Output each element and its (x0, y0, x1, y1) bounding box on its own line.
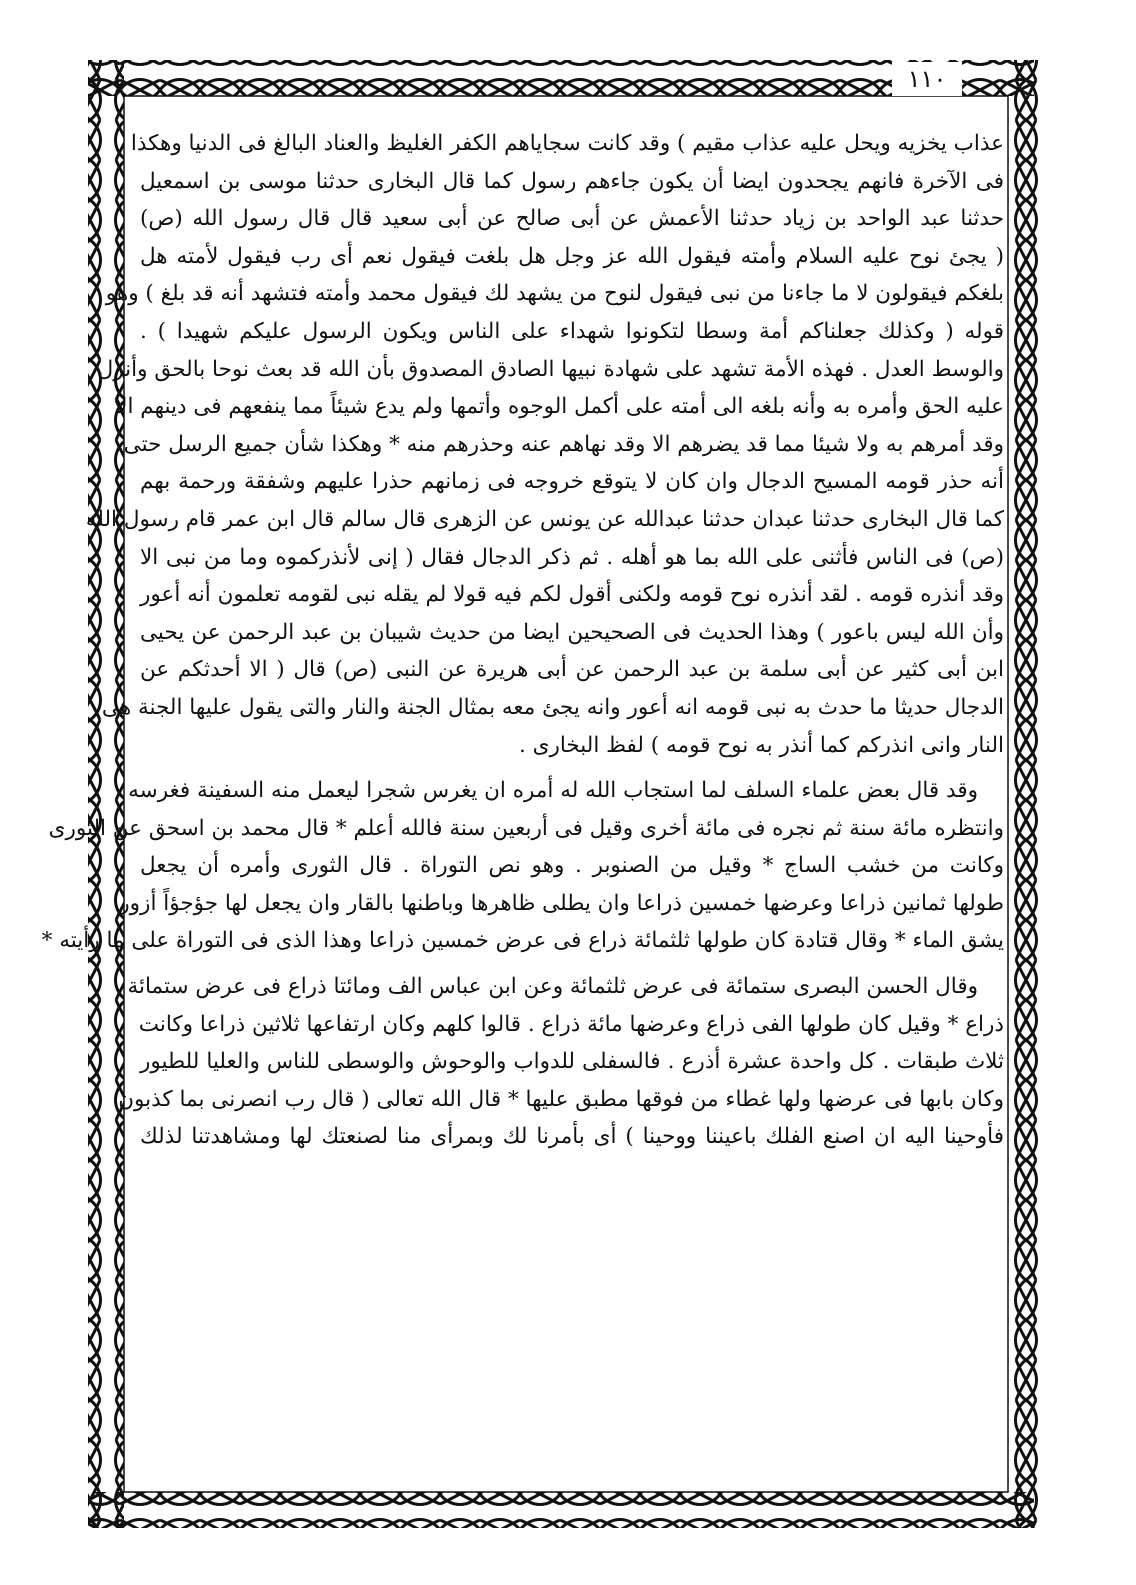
text-line: وكان بابها فى عرضها ولها غطاء من فوقها مطبق عليها * قال الله تعالى ( قال رب انصرنى بما كذبون (118, 1086, 1004, 1112)
text-line: فأوحينا اليه ان اصنع الفلك باعيننا ووحينا ) أى بأمرنا لك وبمرأى منا لصنعتك لها ومشاهدتنا لذلك (140, 1124, 1004, 1150)
text-line: ( يجئ نوح عليه السلام وأمته فيقول الله عز وجل هل بلغت فيقول نعم أى رب فيقول لأمته هل (140, 243, 1004, 269)
text-line: يشق الماء * وقال قتادة كان طولها ثلثمائة ذراع فى عرض خمسين ذراعا وهذا الذى فى التوراة على ما رأيته * (41, 928, 1004, 954)
text-line: حدثنا عبد الواحد بن زياد حدثنا الأعمش عن أبى صالح عن أبى سعيد قال قال رسول الله (ص) (140, 206, 1004, 232)
text-line: وأن الله ليس باعور ) وهذا الحديث فى الصحيحين ايضا من حديث شيبان بن عبد الرحمن عن يحيى (140, 619, 1004, 645)
text-line: قوله ( وكذلك جعلناكم أمة وسطا لتكونوا شهداء على الناس ويكون الرسول عليكم شهيدا ) . (140, 318, 1004, 344)
body-text (41, 125, 1004, 1495)
text-line: وقد أمرهم به ولا شيئا مما قد يضرهم الا وقد نهاهم عنه وحذرهم منه * وهكذا شأن جميع الرسل حتى (123, 431, 1004, 457)
text-line: وقد أنذره قومه . لقد أنذره نوح قومه ولكنى أقول لكم فيه قولا لم يقله نبى لقومه تعلمون أنه أعور (140, 582, 1004, 608)
page-number: ١١٠ (892, 62, 962, 96)
text-line: عذاب يخزيه ويحل عليه عذاب مقيم ) وقد كانت سجاياهم الكفر الغليظ والعناد البالغ فى الدنيا وهكذا (130, 131, 1004, 156)
text-line: كما قال البخارى حدثنا عبدان حدثنا عبدالله عن يونس عن الزهرى قال سالم قال ابن عمر قام رسول الله (85, 506, 1004, 532)
text-line: وقال الحسن البصرى ستمائة فى عرض ثلثمائة وعن ابن عباس الف ومائتا ذراع فى عرض ستمائة (127, 974, 978, 1000)
text-line: وكانت من خشب الساج * وقيل من الصنوبر . وهو نص التوراة . قال الثورى وأمره أن يجعل (140, 853, 1004, 879)
text-line: ذراع * وقيل كان طولها الفى ذراع وعرضها مائة ذراع . قالوا كلهم وكان ارتفاعها ثلاثين ذراعا وكانت (138, 1011, 1004, 1037)
text-line: الدجال حديثا ما حدث به نبى قومه انه أعور وانه يجئ معه بمثال الجنة والنار والتى يقول عليها الجنة هى (101, 694, 1004, 720)
text-line: بلغكم فيقولون لا ما جاءنا من نبى فيقول لنوح من يشهد لك فيقول محمد وأمته فتشهد أنه قد بلغ ) وهو (105, 281, 1004, 307)
text-line: أنه حذر قومه المسيح الدجال وان كان لا يتوقع خروجه فى زمانهم حذرا عليهم وشفقة ورحمة بهم (140, 469, 1004, 495)
text-line: ابن أبى كثير عن أبى سلمة بن عبد الرحمن عن أبى هريرة عن النبى (ص) قال ( الا أحدثكم عن (140, 657, 1004, 683)
text-line: (ص) فى الناس فأثنى على الله بما هو أهله . ثم ذكر الدجال فقال ( إنى لأنذركموه وما من نبى الا (140, 544, 1004, 570)
text-line: عليه الحق وأمره به وأنه بلغه الى أمته على أكمل الوجوه وأتمها ولم يدع شيئاً مما ينفعهم فى دينهم الا (115, 394, 1004, 420)
text-line: النار وانى انذركم كما أنذر به نوح قومه ) لفظ البخارى . (518, 732, 1004, 758)
text-line: فى الآخرة فانهم يجحدون ايضا أن يكون جاءهم رسول كما قال البخارى حدثنا موسى بن اسمعيل (140, 168, 1004, 194)
text-line: ثلاث طبقات . كل واحدة عشرة أذرع . فالسفلى للدواب والوحوش والوسطى للناس والعليا للطيور (140, 1049, 1004, 1075)
text-line: وقد قال بعض علماء السلف لما استجاب الله له أمره ان يغرس شجرا ليعمل منه السفينة فغرسه (128, 778, 978, 804)
text-line: وانتظره مائة سنة ثم نجره فى مائة أخرى وقيل فى أربعين سنة فالله أعلم * قال محمد بن اسحق عن الثورى (48, 815, 1004, 841)
text-line: طولها ثمانين ذراعا وعرضها خمسين ذراعا وان يطلى ظاهرها وباطنها بالقار وان يجعل لها جؤجؤاً أزور (119, 890, 1004, 916)
text-line: والوسط العدل . فهذه الأمة تشهد على شهادة نبيها الصادق المصدوق بأن الله قد بعث نوحا بالحق وأنزل (97, 356, 1004, 382)
